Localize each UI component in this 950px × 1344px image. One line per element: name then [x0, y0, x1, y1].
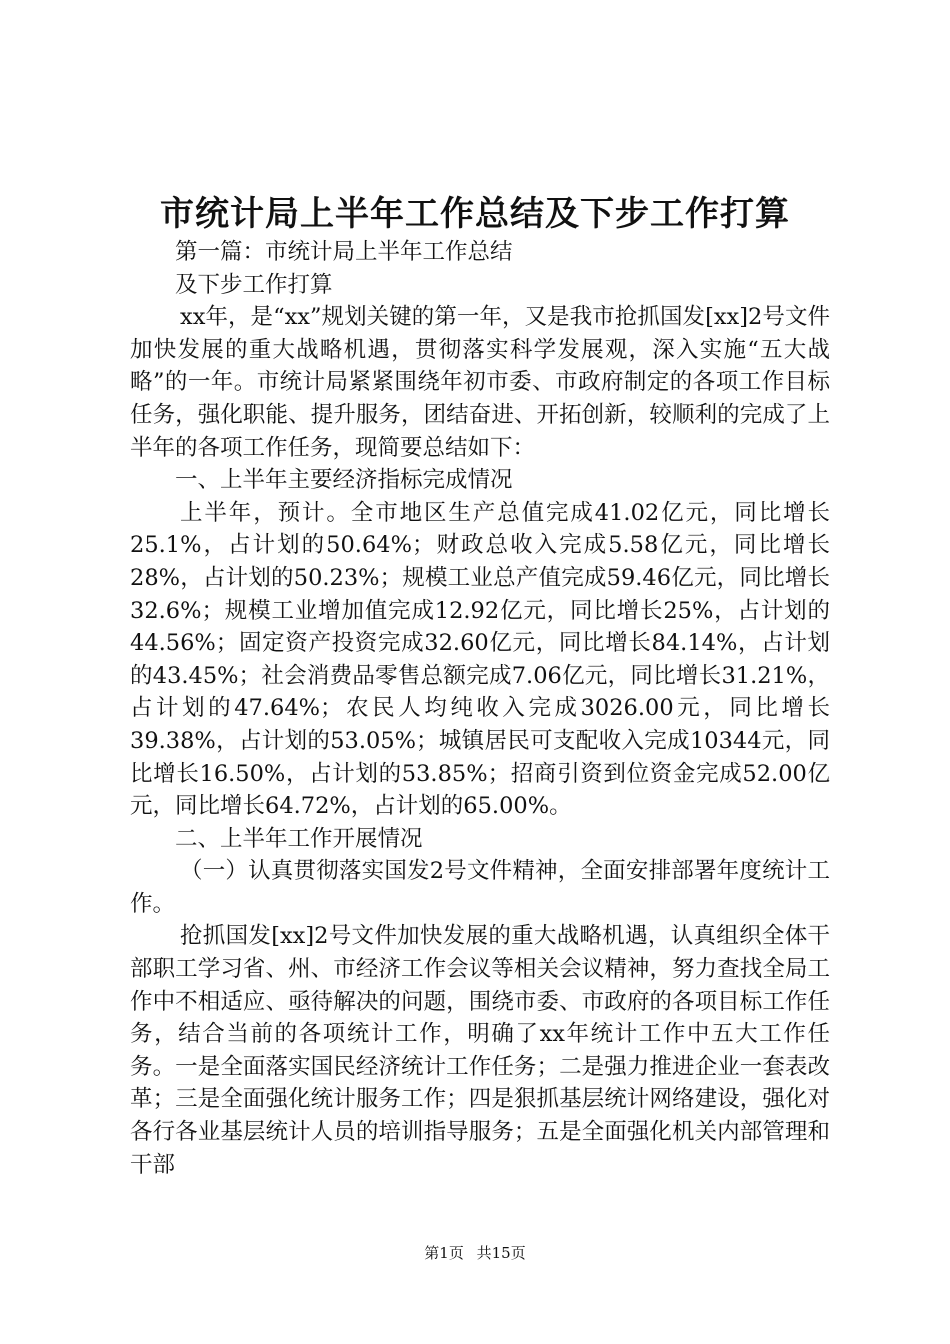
- section-heading-1: 一、上半年主要经济指标完成情况: [175, 467, 513, 494]
- subtitle-line-1: 第一篇：市统计局上半年工作总结: [175, 239, 513, 265]
- intro-paragraph: xx年，是“xx”规划关键的第一年，又是我市抢抓国发[xx]2号文件加快发展的重大战略机遇，贯彻落实科学发展观，深入实施“五大战略”的一年。市统计局紧紧围绕年初市委、市政府制定的各项工作目标任务，强化职能、提升服务，团结奋进、开拓创新，较顺利的完成了上半年的各项工作任务，现简要总结如下：: [130, 304, 830, 461]
- section-heading-2: 二、上半年工作开展情况: [175, 825, 423, 852]
- page-footer: [0, 1242, 950, 1263]
- subtitle-line-2: 及下步工作打算: [175, 271, 333, 298]
- work-paragraph: 抢抓国发[xx]2号文件加快发展的重大战略机遇，认真组织全体干部职工学习省、州、市经济工作会议等相关会议精神，努力查找全局工作中不相适应、亟待解决的问题，围绕市委、市政府的各项目标工作任务，结合当前的各项统计工作，明确了xx年统计工作中五大工作任务。一是全面落实国民经济统计工作任务；二是强力推进企业一套表改革；三是全面强化统计服务工作；四是狠抓基层统计网络建设，强化对各行各业基层统计人员的培训指导服务；五是全面强化机关内部管理和干部: [130, 923, 830, 1178]
- document-title: 市统计局上半年工作总结及下步工作打算: [160, 194, 790, 234]
- subsection-heading-2-1: （一）认真贯彻落实国发2号文件精神，全面安排部署年度统计工作。: [130, 858, 830, 917]
- indicators-paragraph: 上半年，预计。全市地区生产总值完成41.02亿元，同比增长25.1%，占计划的50.64%；财政总收入完成5.58亿元，同比增长28%，占计划的50.23%；规模工业总产值完成59.46亿元，同比增长32.6%；规模工业增加值完成12.92亿元，同比增长25%，占计划的44.56%；固定资产投资完成32.60亿元，同比增长84.14%，占计划的43.45%；社会消费品零售总额完成7.06亿元，同比增长31.21%，占计划的47.64%；农民人均纯收入完成3026.00元，同比增长39.38%，占计划的53.05%；城镇居民可支配收入完成10344元，同比增长16.50%，占计划的53.85%；招商引资到位资金完成52.00亿元，同比增长64.72%，占计划的65.00%。: [130, 499, 830, 820]
- document-body: [130, 236, 830, 1181]
- page-total: 共15页: [476, 1244, 526, 1262]
- page-number: 第1页: [424, 1244, 464, 1262]
